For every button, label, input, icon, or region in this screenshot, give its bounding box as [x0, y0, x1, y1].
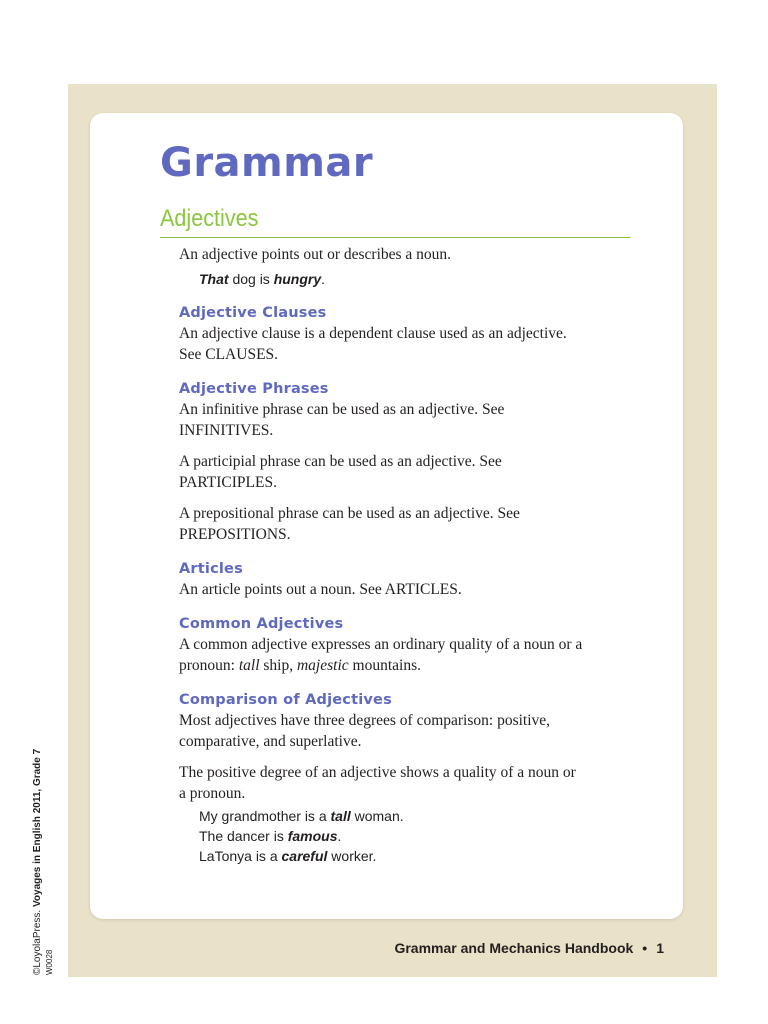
example-text: worker.	[327, 848, 377, 864]
page-number: 1	[656, 940, 664, 956]
subheading-articles: Articles	[179, 561, 243, 577]
subheading-adjective-phrases: Adjective Phrases	[179, 381, 329, 397]
phrases-text-line: An infinitive phrase can be used as an adjective. See	[179, 401, 505, 418]
example-word: famous	[287, 828, 338, 844]
subheading-adjective-clauses: Adjective Clauses	[179, 305, 327, 321]
example-text: dog is	[228, 271, 274, 287]
phrases-text-line: PREPOSITIONS.	[179, 526, 291, 543]
series-credit: Voyages in English 2011, Grade 7	[32, 748, 43, 908]
common-text-line: A common adjective expresses an ordinary quality of a noun or a	[179, 636, 583, 653]
clauses-text-line: See CLAUSES.	[179, 346, 279, 363]
example-text: LaTonya is a	[199, 848, 282, 864]
example-word: That	[199, 271, 229, 287]
page-title: Grammar	[160, 140, 374, 186]
example-word: tall	[330, 808, 351, 824]
example-text: The dancer is	[199, 828, 288, 844]
subheading-comparison: Comparison of Adjectives	[179, 692, 392, 708]
text-span: ship,	[259, 657, 297, 674]
clauses-text-line: An adjective clause is a dependent clause used as an adjective.	[179, 325, 567, 342]
articles-text: An article points out a noun. See ARTICLES.	[179, 581, 462, 598]
italic-word: majestic	[296, 657, 349, 674]
phrases-text-line: PARTICIPLES.	[179, 474, 277, 491]
document-code: W0028	[45, 949, 54, 975]
comparison-text-line: a pronoun.	[179, 785, 246, 802]
subheading-common-adjectives: Common Adjectives	[179, 616, 344, 632]
common-text-line	[179, 655, 631, 676]
phrases-text-line: A participial phrase can be used as an adjective. See	[179, 453, 502, 470]
example-text: woman.	[350, 808, 404, 824]
intro-example	[179, 265, 631, 289]
footer-bullet: •	[642, 940, 648, 956]
side-credit	[32, 749, 56, 975]
intro-text: An adjective points out or describes a noun.	[179, 246, 452, 263]
footer-title: Grammar and Mechanics Handbook	[394, 940, 634, 956]
phrases-text-line: A prepositional phrase can be used as an adjective. See	[179, 505, 520, 522]
text-span: pronoun:	[179, 657, 239, 674]
example-word: careful	[281, 848, 328, 864]
publisher-credit: ©LoyolaPress.	[32, 909, 43, 975]
section-heading: Adjectives	[160, 205, 631, 238]
comparison-text-line: Most adjectives have three degrees of comparison: positive,	[179, 712, 551, 729]
comparison-text-line: comparative, and superlative.	[179, 733, 362, 750]
comparison-example	[179, 826, 631, 846]
comparison-example	[179, 806, 631, 826]
text-span: mountains.	[348, 657, 421, 674]
example-text: .	[321, 271, 326, 287]
page-footer	[394, 940, 664, 956]
example-text: .	[337, 828, 342, 844]
example-text: My grandmother is a	[199, 808, 331, 824]
italic-word: tall	[238, 657, 260, 674]
page-content	[160, 139, 631, 866]
example-word: hungry	[273, 271, 322, 287]
phrases-text-line: INFINITIVES.	[179, 422, 274, 439]
comparison-example	[179, 846, 631, 866]
section-body	[160, 238, 631, 866]
comparison-text-line: The positive degree of an adjective shows a quality of a noun or	[179, 764, 576, 781]
